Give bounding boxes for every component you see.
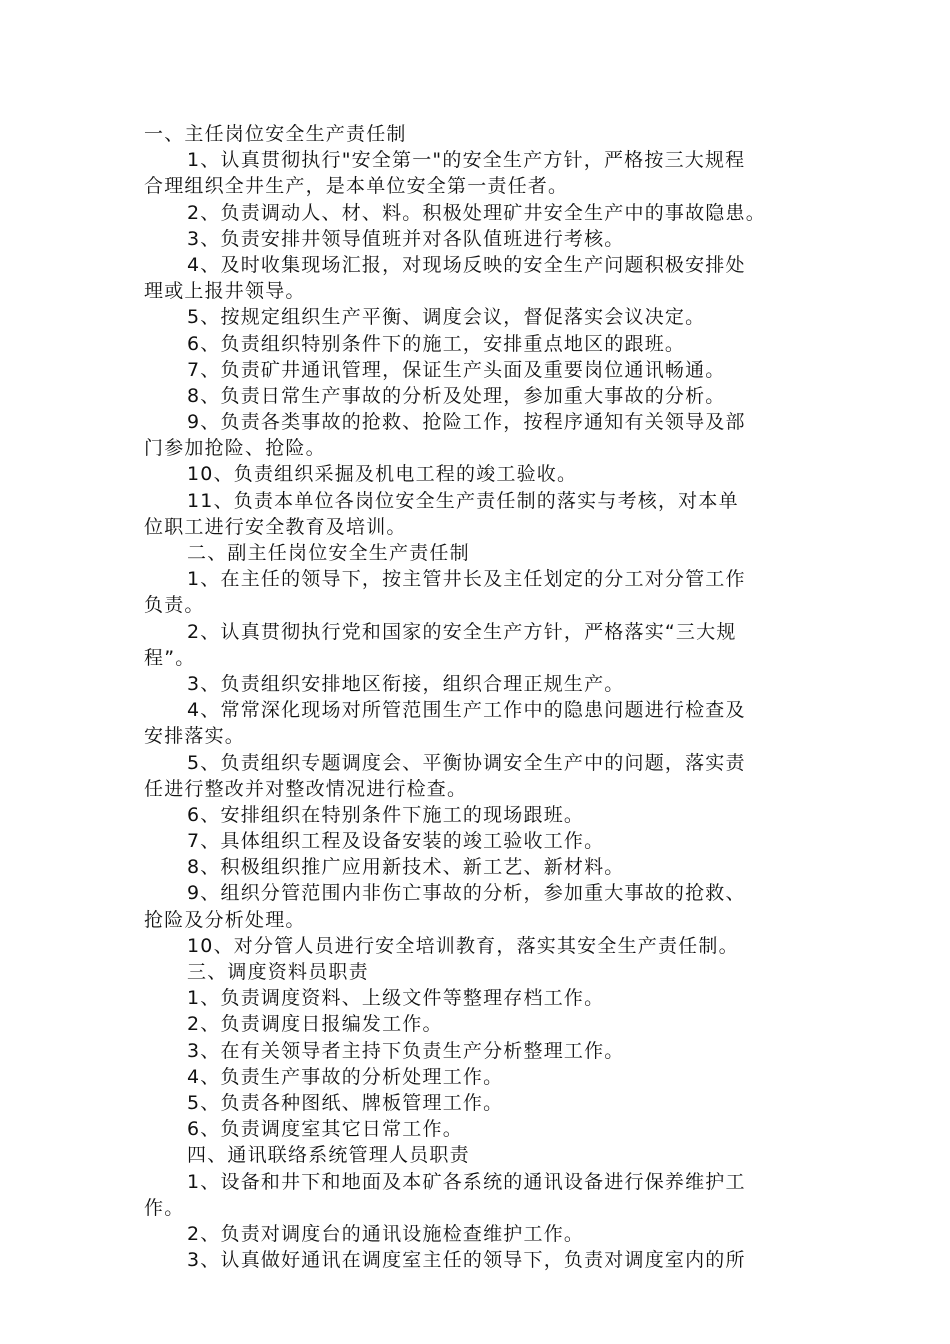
document-body	[144, 121, 814, 1273]
text-line: 四、通讯联络系统管理人员职责	[187, 1144, 470, 1167]
text-line: 2、认真贯彻执行党和国家的安全生产方针，严格落实“三大规	[187, 620, 737, 643]
text-line: 理或上报井领导。	[144, 280, 306, 303]
text-line: 位职工进行安全教育及培训。	[144, 515, 407, 538]
text-line: 2、负责对调度台的通讯设施检查维护工作。	[187, 1222, 585, 1245]
text-line: 3、负责组织安排地区衔接，组织合理正规生产。	[187, 672, 625, 695]
text-line: 4、负责生产事故的分析处理工作。	[187, 1065, 504, 1088]
text-line: 10、对分管人员进行安全培训教育，落实其安全生产责任制。	[187, 934, 739, 957]
text-line: 负责。	[144, 594, 205, 617]
text-line: 1、认真贯彻执行"安全第一"的安全生产方针，严格按三大规程	[187, 149, 746, 172]
text-line: 一、主任岗位安全生产责任制	[144, 123, 407, 145]
text-line: 3、认真做好通讯在调度室主任的领导下，负责对调度室内的所	[187, 1249, 746, 1272]
text-line: 1、负责调度资料、上级文件等整理存档工作。	[187, 987, 605, 1010]
text-line: 4、及时收集现场汇报，对现场反映的安全生产问题积极安排处	[187, 253, 746, 276]
text-line: 6、负责调度室其它日常工作。	[187, 1118, 463, 1141]
text-line: 5、负责组织专题调度会、平衡协调安全生产中的问题，落实责	[187, 751, 746, 774]
text-line: 合理组织全井生产，是本单位安全第一责任者。	[144, 175, 569, 198]
text-line: 9、负责各类事故的抢救、抢险工作，按程序通知有关领导及部	[187, 411, 746, 434]
text-line: 1、设备和井下和地面及本矿各系统的通讯设备进行保养维护工	[187, 1170, 746, 1193]
text-line: 二、副主任岗位安全生产责任制	[187, 542, 470, 564]
text-line: 10、负责组织采掘及机电工程的竣工验收。	[187, 463, 578, 486]
text-line: 3、在有关领导者主持下负责生产分析整理工作。	[187, 1039, 625, 1062]
text-line: 11、负责本单位各岗位安全生产责任制的落实与考核，对本单	[187, 489, 739, 512]
text-line: 门参加抢险、抢险。	[144, 437, 326, 460]
text-line: 7、具体组织工程及设备安装的竣工验收工作。	[187, 830, 605, 853]
text-line: 5、按规定组织生产平衡、调度会议，督促落实会议决定。	[187, 306, 706, 329]
text-line: 6、负责组织特别条件下的施工，安排重点地区的跟班。	[187, 332, 686, 355]
text-line: 安排落实。	[144, 725, 246, 748]
text-line: 8、负责日常生产事故的分析及处理，参加重大事故的分析。	[187, 384, 726, 407]
text-line: 抢险及分析处理。	[144, 908, 306, 931]
text-line: 9、组织分管范围内非伤亡事故的分析，参加重大事故的抢救、	[187, 882, 746, 905]
text-line: 1、在主任的领导下，按主管井长及主任划定的分工对分管工作	[187, 568, 746, 591]
text-line: 8、积极组织推广应用新技术、新工艺、新材料。	[187, 856, 625, 879]
text-line: 2、负责调动人、材、料。积极处理矿井安全生产中的事故隐患。	[187, 201, 766, 224]
text-line: 5、负责各种图纸、牌板管理工作。	[187, 1091, 504, 1114]
text-line: 6、安排组织在特别条件下施工的现场跟班。	[187, 803, 585, 826]
text-line: 三、调度资料员职责	[187, 961, 369, 983]
text-line: 4、常常深化现场对所管范围生产工作中的隐患问题进行检查及	[187, 699, 746, 722]
text-line: 作。	[144, 1196, 185, 1219]
text-line: 2、负责调度日报编发工作。	[187, 1013, 443, 1036]
text-line: 3、负责安排井领导值班并对各队值班进行考核。	[187, 227, 625, 250]
text-line: 7、负责矿井通讯管理，保证生产头面及重要岗位通讯畅通。	[187, 358, 726, 381]
text-line: 任进行整改并对整改情况进行检查。	[144, 777, 468, 800]
text-line: 程”。	[144, 646, 196, 669]
